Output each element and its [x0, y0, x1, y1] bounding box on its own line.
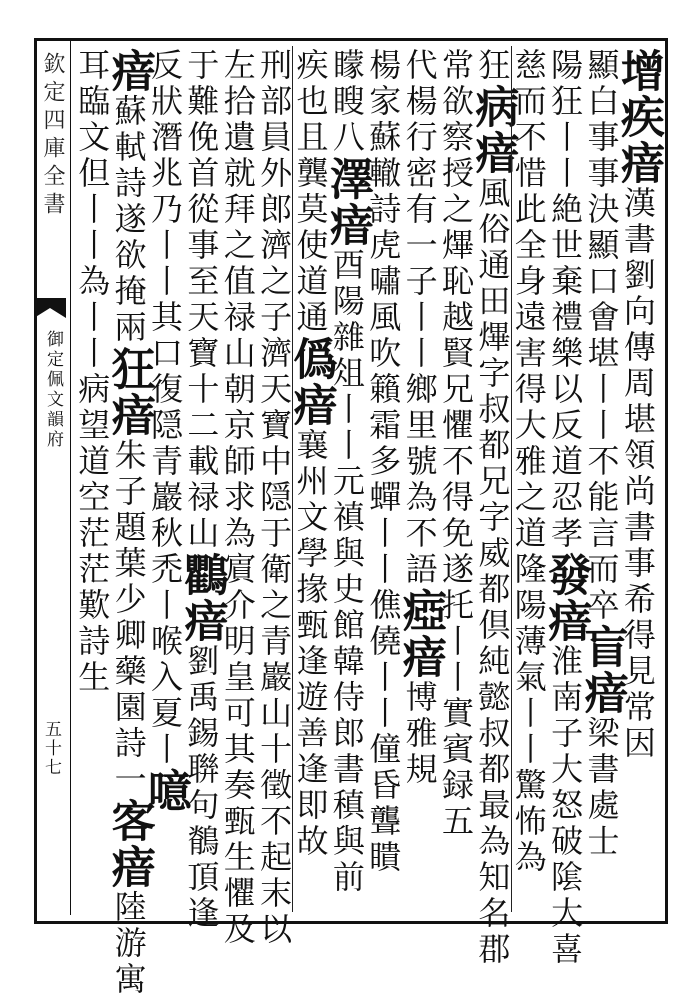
headword: 客瘖	[103, 798, 155, 890]
headword: 澤瘖	[321, 156, 373, 248]
text-run: 狂	[473, 48, 512, 84]
text-run: 陽狂丨丨絶世棄禮樂以反道忍孝	[546, 48, 585, 552]
text-run: 于難俛首從事至天寶十二載禄山	[182, 48, 221, 552]
page-number: 五十七	[41, 720, 61, 777]
text-run: 常欲察授之熚恥越賢兄懼不得免遂托丨丨實賓録五	[436, 48, 475, 840]
text-run: 隆陽薄氣丨丨驚怖為	[509, 552, 548, 876]
headword: 瘖	[103, 48, 155, 94]
headword: 盲瘖	[576, 624, 628, 716]
book-subtitle: 御定佩文韻府	[43, 330, 63, 450]
text-run: 朱子題葉少卿藥園詩一	[109, 438, 148, 798]
text-run: 疾也	[291, 48, 330, 120]
text-run: 僬僥丨丨僮昏聾瞶	[364, 588, 403, 876]
text-run: 陸游寓	[109, 890, 148, 998]
text-run: 楊家蘇轍詩虎嘯風吹籟霜多蟬丨丨	[364, 48, 403, 588]
headword: 噫	[139, 768, 191, 814]
text-run: 博雅規	[400, 680, 439, 788]
text-run: 為丨丨病望道空茫茫	[73, 264, 112, 588]
text-run: 漢書劉向傳周堪領尚書事希得見常因	[618, 186, 657, 762]
text-run: 風俗通田熚字叔都兄字威都倶純懿叔都最為知名郡	[473, 176, 512, 968]
text-run: 淮南子大怒破隂大喜	[546, 644, 585, 968]
text-run: 代楊行密有一子丨丨鄉里號為不語	[400, 48, 439, 588]
text-run: 慈而不惜此全身遠害得大雅之道	[509, 48, 548, 552]
headword: 病瘖	[467, 84, 519, 176]
text-run: 且龔莫使道通	[291, 120, 330, 336]
text-column	[68, 48, 116, 912]
text-run: 顯白事事決顯口㑹堪丨丨不能言而卒	[582, 48, 621, 624]
headword: 鸜瘖	[176, 552, 228, 644]
headword: 狂瘖	[103, 346, 155, 438]
headword: 發瘖	[540, 552, 592, 644]
text-run: 蘇軾詩遂欲掩兩	[109, 94, 148, 346]
headword: 瘂瘖	[394, 588, 446, 680]
text-run: 劉禹錫聨句鶺頂逢	[182, 644, 221, 932]
text-run: 襄州文學掾甄逢遊善逢即故	[291, 428, 330, 860]
column-rule	[511, 46, 512, 912]
text-run: 矇瞍八	[327, 48, 366, 156]
text-run: 酉陽雜俎丨丨元禛與史館韓侍郎書稹與前	[327, 248, 366, 896]
book-title: 欽定四庫全書	[40, 52, 65, 220]
text-run: 反狀潛兆乃丨丨其口復隠青巖	[145, 48, 184, 516]
column-rule	[292, 46, 293, 912]
text-run: 刑部員外郎濟之子濟天寶中隠于衛之青巖山十徵不起末以	[255, 48, 294, 948]
text-run: 秋禿丨喉入夏丨	[145, 516, 184, 768]
text-run: 耳臨文但丨丨	[73, 48, 112, 264]
text-run: 歎詩生	[73, 588, 112, 696]
fishtail-mark-icon	[30, 296, 70, 320]
headword: 增疾瘖	[612, 48, 664, 186]
text-run: 左拾遺就拜之值禄山朝京師求為賔介明皇可其奏甄生懼及	[218, 48, 257, 948]
headword: 僞瘖	[285, 336, 337, 428]
text-run: 梁書處士	[582, 716, 621, 860]
